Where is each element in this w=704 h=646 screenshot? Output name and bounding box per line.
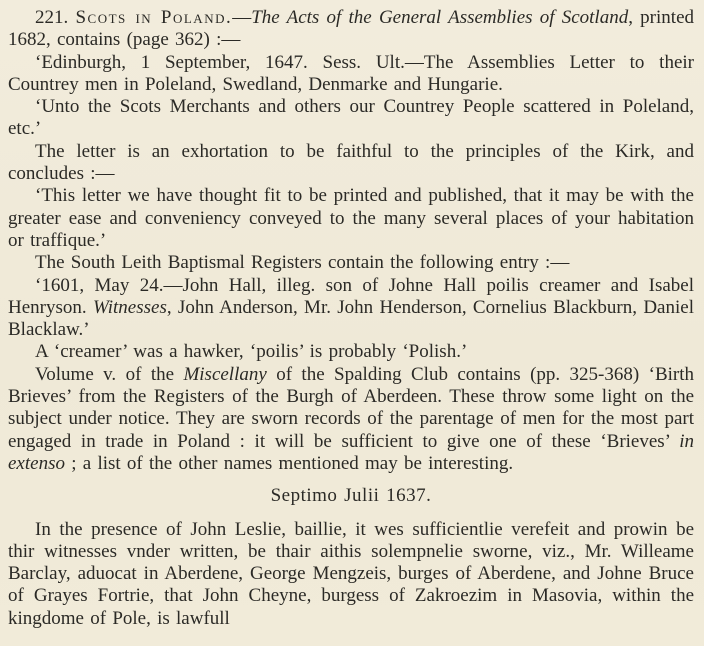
miscellany-italic: Miscellany [183,363,267,385]
paragraph-baptismal-entry [8,275,694,342]
em-dash: — [232,7,252,28]
paragraph-miscellany [8,364,694,475]
paragraph-text: ; a list of the other names mentioned may be interesting. [64,452,514,474]
paragraph-text: , printed 1682, contains (page 362) :— [8,7,695,51]
witnesses-italic: Witnesses [92,296,167,318]
paragraph-brieve-text: In the presence of John Leslie, baillie, it wes sufficientlie verefeit and prowin be thir witnesses vnder written, be thair aithis solempnelie sworne, viz., Mr. Willeame Barclay, aduocat in Aberdene, George Mengzeis, burges of Aberdene, and Johne Bruce of Grayes Fortrie, that John Cheyne, burgess of Zakroezim in Masovia, within the kingdome of Pole, is lawfull [8,518,694,629]
paragraph-exhortation: The letter is an exhortation to be faithful to the principles of the Kirk, and concludes :— [8,140,694,185]
entry-number: 221. [35,7,76,28]
paragraph-text: , John Anderson, Mr. John Henderson, Cornelius Blackburn, Daniel Blacklaw.’ [8,296,694,341]
paragraph-letter-conclusion-quote: ‘This letter we have thought fit to be printed and published, that it may be with the greater ease and conveniency conveyed to the many several places of your habitation or traffique.’ [8,185,694,251]
cited-work-title: The Acts of the General Assemblies of Scotland [251,7,629,28]
in-extenso-italic: in extenso [8,430,694,474]
section-heading-date: Septimo Julii 1637. [270,485,432,507]
paragraph-south-leith: The South Leith Baptismal Registers contain the following entry :— [35,252,570,274]
paragraph-edinburgh-quote: ‘Edinburgh, 1 September, 1647. Sess. Ult.—The Assemblies Letter to their Countrey men in Poleland, Swedland, Denmarke and Hungarie. [8,51,694,95]
paragraph-unto-merchants-quote: ‘Unto the Scots Merchants and others our Countrey People scattered in Poleland, etc.’ [8,96,694,140]
article-title-smallcaps: Scots in Poland. [75,7,233,28]
paragraph-text: ‘1601, May 24.—John Hall, illeg. son of Johne Hall poilis creamer and Isabel Henryson. [8,274,694,318]
paragraph-creamer-note: A ‘creamer’ was a hawker, ‘poilis’ is probably ‘Polish.’ [35,341,468,363]
paragraph-intro [8,7,694,52]
paragraph-text: of the Spalding Club contains (pp. 325-368) ‘Birth Brieves’ from the Registers of the Burgh of Aberdeen. These throw some light on the subject under notice. They are sworn records of the parentage of men for the most part engaged in trade in Poland : it will be sufficient to give one of these ‘Brieves’ [8,363,694,452]
paragraph-text: Volume v. of the [35,363,184,385]
